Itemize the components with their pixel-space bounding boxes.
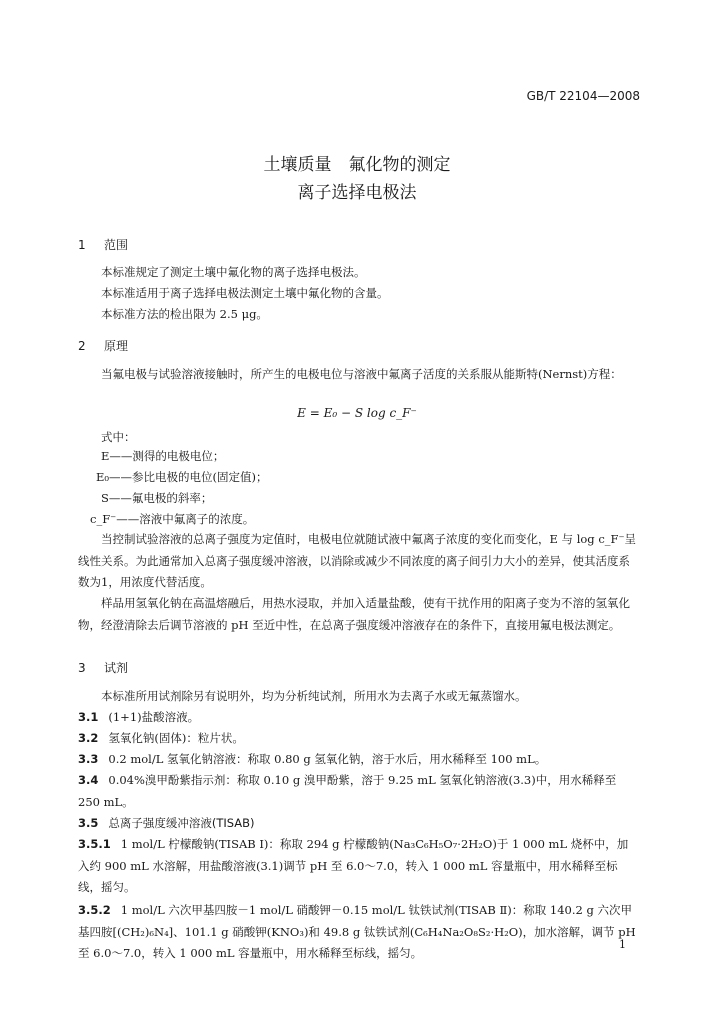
paragraph: 样品用氢氧化钠在高温熔融后，用热水浸取，并加入适量盐酸，使有干扰作用的阳离子变为不溶的氢氧化物，经澄清除去后调节溶液的 pH 至近中性，在总离子强度缓冲溶液存在的条件下，直接用氟电极法测定。 [78, 596, 630, 632]
section-number: 2 [78, 339, 86, 353]
clause-3-5-2 [78, 900, 638, 965]
clause-number: 3.1 [78, 710, 99, 724]
clause-text: 1 mol/L 六次甲基四胺－1 mol/L 硝酸钾－0.15 mol/L 钛铁试剂(TISAB Ⅱ)：称取 140.2 g 六次甲基四胺[(CH₂)₆N₄]、101.1 g 硝酸钾(KNO₃)和 49.8 g 钛铁试剂(C₆H₄Na₂O₈S₂·H₂O)，加水溶解，调节 pH 至 6.0～7.0，转入 1 000 mL 容量瓶中，用水稀释至标线，摇匀。 [78, 903, 636, 960]
clause-number: 3.5.1 [78, 837, 111, 851]
clause-text: 总离子强度缓冲溶液(TISAB) [108, 816, 255, 830]
paragraph: 当氟电极与试验溶液接触时，所产生的电极电位与溶液中氟离子活度的关系服从能斯特(Nernst)方程： [101, 367, 622, 381]
paragraph: 本标准方法的检出限为 2.5 μg。 [101, 307, 268, 321]
clause-number: 3.5.2 [78, 903, 111, 917]
page-number: 1 [619, 938, 626, 951]
definition-item: S——氟电极的斜率； [101, 491, 213, 505]
clause-text: 1 mol/L 柠檬酸钠(TISAB Ⅰ)：称取 294 g 柠檬酸钠(Na₃C₆H₅O₇·2H₂O)于 1 000 mL 烧杯中，加入约 900 mL 水溶解，用盐酸溶液(3.1)调节 pH 至 6.0～7.0，转入 1 000 mL 容量瓶中，用水稀释至标线，摇匀。 [78, 837, 629, 894]
section-1-heading [78, 236, 128, 253]
section-title: 范围 [104, 238, 129, 252]
clause-text: 氢氧化钠(固体)：粒片状。 [108, 731, 244, 745]
paragraph: 本标准规定了测定土壤中氟化物的离子选择电极法。 [101, 265, 366, 279]
definition-item: c_F⁻——溶液中氟离子的浓度。 [90, 512, 255, 526]
clause-text: 0.04%溴甲酚紫指示剂：称取 0.10 g 溴甲酚紫，溶于 9.25 mL 氢氧化钠溶液(3.3)中，用水稀释至 250 mL。 [78, 773, 617, 809]
paragraph: 本标准所用试剂除另有说明外，均为分析纯试剂，所用水为去离子水或无氟蒸馏水。 [101, 689, 527, 703]
document-title: 土壤质量 氟化物的测定 [263, 155, 451, 175]
clause-3-3 [78, 749, 638, 771]
section-title: 试剂 [104, 661, 129, 675]
clause-number: 3.4 [78, 773, 99, 787]
section-number: 1 [78, 238, 86, 252]
clause-3-2 [78, 728, 638, 750]
clause-text: 0.2 mol/L 氢氧化钠溶液：称取 0.80 g 氢氧化钠，溶于水后，用水稀释至 100 mL。 [108, 752, 547, 766]
where-label: 式中： [101, 430, 136, 444]
clause-3-4 [78, 770, 638, 813]
definition-item: E——测得的电极电位； [101, 449, 225, 463]
section-2-heading [78, 337, 128, 354]
clause-3-5 [78, 813, 638, 835]
document-subtitle: 离子选择电极法 [297, 183, 417, 203]
standard-code: GB/T 22104—2008 [526, 89, 640, 103]
clause-number: 3.2 [78, 731, 99, 745]
clause-3-1 [78, 707, 638, 729]
section-number: 3 [78, 661, 86, 675]
clause-3-5-1 [78, 834, 638, 899]
clause-number: 3.5 [78, 816, 99, 830]
paragraph: 当控制试验溶液的总离子强度为定值时，电极电位就随试液中氟离子浓度的变化而变化，E 与 log c_F⁻呈线性关系。为此通常加入总离子强度缓冲溶液，以消除或减少不同浓度的离子间引力大小的差异，使其活度系数为1，用浓度代替活度。 [78, 532, 637, 589]
nernst-formula: E = E₀ − S log c_F⁻ [297, 406, 417, 420]
section-title: 原理 [104, 339, 129, 353]
clause-number: 3.3 [78, 752, 99, 766]
section-3-heading [78, 659, 128, 676]
definition-item: E₀——参比电极的电位(固定值)； [96, 470, 268, 484]
clause-text: (1+1)盐酸溶液。 [108, 710, 200, 724]
paragraph: 本标准适用于离子选择电极法测定土壤中氟化物的含量。 [101, 286, 389, 300]
